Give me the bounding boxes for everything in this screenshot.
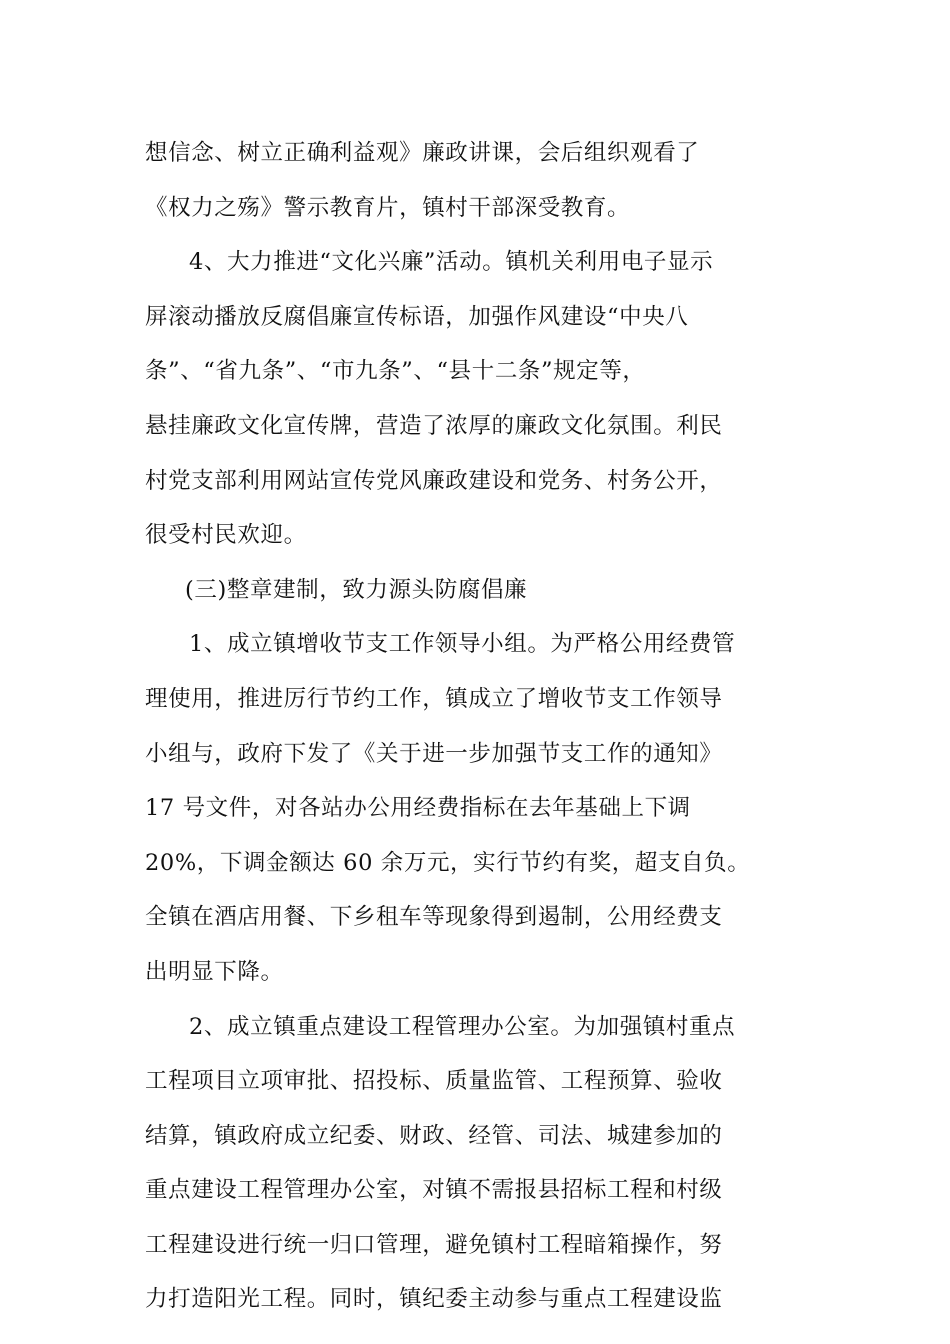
section-heading: (三)整章建制，致力源头防腐倡廉 bbox=[185, 576, 528, 603]
text-line: 屏滚动播放反腐倡廉宣传标语，加强作风建设“中央八 bbox=[145, 303, 689, 330]
text-line: 想信念、树立正确利益观》廉政讲课，会后组织观看了 bbox=[145, 140, 700, 166]
text-line: 理使用，推进厉行节约工作，镇成立了增收节支工作领导 bbox=[145, 685, 723, 712]
paragraph-4-start: 4、大力推进“文化兴廉”活动。镇机关利用电子显示 bbox=[189, 249, 714, 276]
text-line: 工程项目立项审批、招投标、质量监管、工程预算、验收 bbox=[145, 1068, 723, 1095]
text-line: 工程建设进行统一归口管理，避免镇村工程暗箱操作，努 bbox=[145, 1231, 723, 1258]
paragraph-1-start: 1、成立镇增收节支工作领导小组。为严格公用经费管 bbox=[189, 631, 736, 658]
paragraph-2-start: 2、成立镇重点建设工程管理办公室。为加强镇村重点 bbox=[189, 1013, 736, 1040]
text-line: 小组与，政府下发了《关于进一步加强节支工作的通知》 bbox=[145, 740, 723, 767]
text-line: 20%，下调金额达 60 余万元，实行节约有奖，超支自负。 bbox=[145, 849, 751, 876]
text-line: 结算，镇政府成立纪委、财政、经管、司法、城建参加的 bbox=[145, 1122, 723, 1149]
text-line: 村党支部利用网站宣传党风廉政建设和党务、村务公开， bbox=[145, 467, 723, 494]
text-line: 悬挂廉政文化宣传牌，营造了浓厚的廉政文化氛围。利民 bbox=[145, 412, 723, 439]
text-line: 《权力之殇》警示教育片，镇村干部深受教育。 bbox=[145, 194, 631, 221]
body-text bbox=[145, 126, 805, 1327]
text-line: 出明显下降。 bbox=[145, 958, 284, 985]
text-line: 重点建设工程管理办公室，对镇不需报县招标工程和村级 bbox=[145, 1177, 723, 1204]
text-line: 条”、“省九条”、“市九条”、“县十二条”规定等， bbox=[145, 358, 646, 385]
text-line: 全镇在酒店用餐、下乡租车等现象得到遏制，公用经费支 bbox=[145, 904, 723, 931]
text-line: 很受村民欢迎。 bbox=[145, 522, 307, 549]
text-line: 力打造阳光工程。同时，镇纪委主动参与重点工程建设监 bbox=[145, 1286, 723, 1313]
text-line: 17 号文件，对各站办公用经费指标在去年基础上下调 bbox=[145, 795, 691, 822]
